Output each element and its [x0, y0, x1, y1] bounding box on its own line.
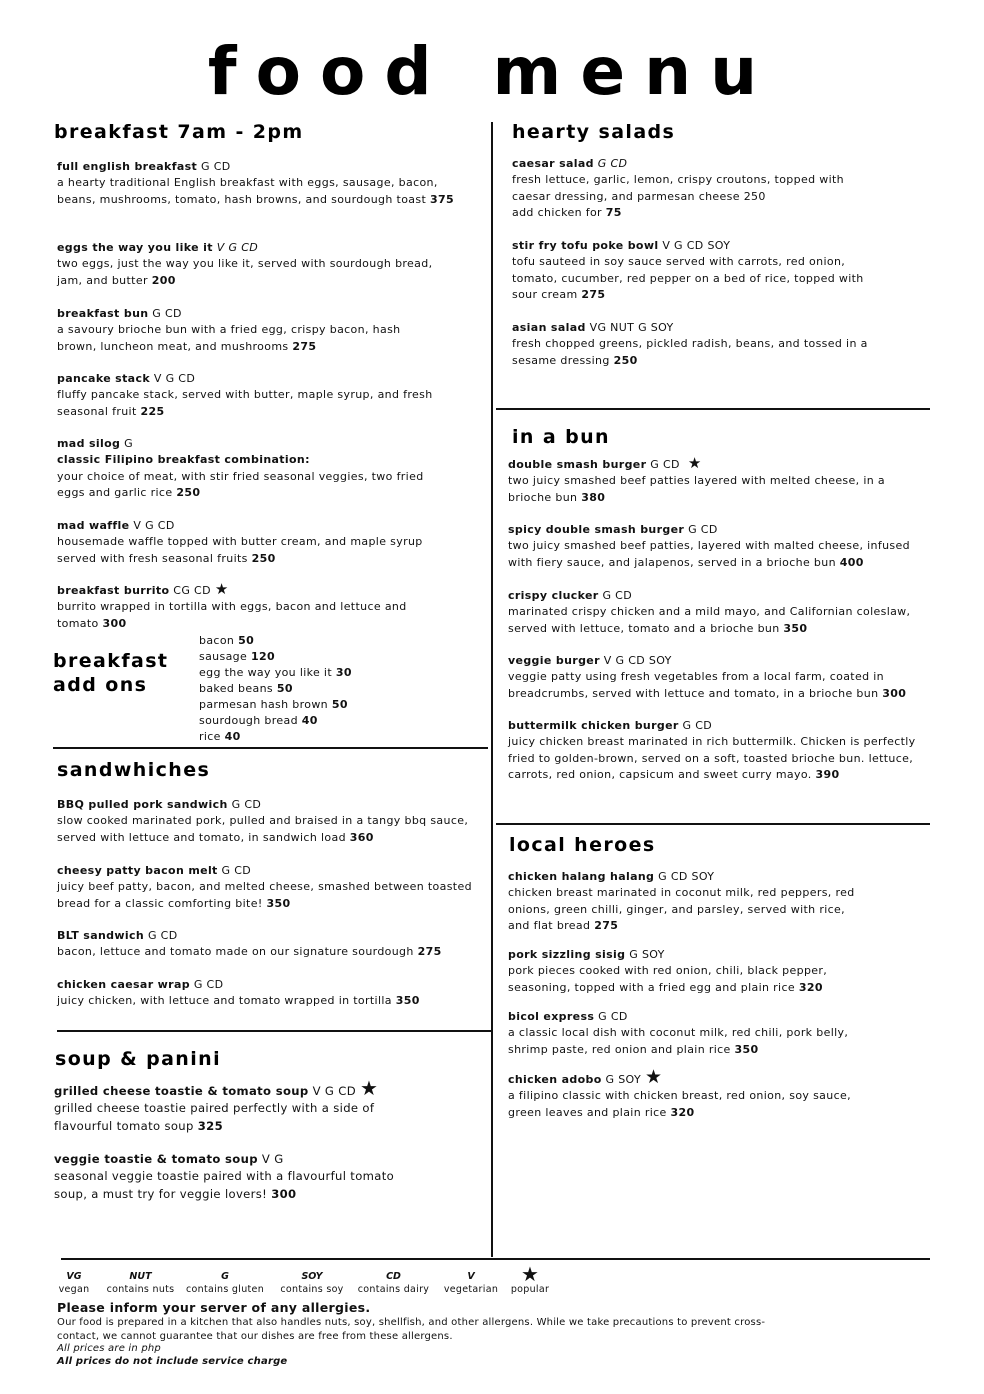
allergy-text: Our food is prepared in a kitchen that also handles nuts, soy, shellfish, and other allergens. While we take precautions to prevent cross-contact, we cannot guarantee that our dishes are free from these allergens. [57, 1317, 766, 1342]
item-price: 275 [594, 919, 619, 933]
item-tags: VG NUT G SOY [589, 321, 674, 334]
item-tags: CG CD [173, 584, 211, 597]
item-desc: slow cooked marinated pork, pulled and braised in a tangy bbq sauce, served with lettuce and tomato, in sandwich load [57, 814, 469, 844]
item-name: mad silog [57, 437, 121, 450]
item-desc: veggie patty using fresh vegetables from a local farm, coated in breadcrumbs, served with lettuce and tomato, in a brioche bun [508, 670, 884, 700]
item-price: 390 [815, 768, 840, 782]
item-tags: V G CD [133, 519, 175, 532]
item-name: crispy clucker [508, 589, 599, 602]
item-name: chicken caesar wrap [57, 978, 190, 991]
item-tags: G SOY [629, 948, 665, 961]
item-desc: seasonal veggie toastie paired with a flavourful tomato soup, a must try for veggie lovers! [54, 1169, 395, 1201]
item-tags: G CD [598, 1010, 628, 1023]
item-desc: fresh chopped greens, pickled radish, beans, and tossed in a sesame dressing [512, 337, 868, 367]
menu-item [57, 977, 487, 1010]
addon-name: parmesan hash brown [199, 698, 328, 711]
item-tags: G SOY [605, 1073, 642, 1086]
menu-item [57, 580, 437, 632]
menu-item [57, 436, 452, 502]
item-name: grilled cheese toastie & tomato soup [54, 1084, 309, 1098]
legend-popular [508, 1262, 552, 1296]
item-price: 320 [798, 980, 823, 994]
item-desc: a filipino classic with chicken breast, red onion, soy sauce, green leaves and plain rice [508, 1089, 851, 1119]
addon-name: egg the way you like it [199, 666, 333, 679]
item-price: 350 [395, 994, 420, 1008]
addon-price: 50 [238, 634, 255, 647]
item-tags: V G CD [153, 372, 196, 385]
addon-name: rice [199, 730, 221, 743]
item-price: 325 [197, 1118, 224, 1133]
popular-star-icon: ★ [360, 1076, 379, 1100]
item-price: 375 [429, 192, 454, 206]
item-desc: burrito wrapped in tortilla with eggs, bacon and lettuce and tomato [57, 600, 407, 630]
legend-code: NUT [129, 1271, 152, 1282]
item-name: pork sizzling sisig [508, 948, 626, 961]
menu-item [508, 947, 838, 996]
item-price: 250 [176, 486, 201, 500]
legend-soy [276, 1270, 348, 1296]
item-desc: pork pieces cooked with red onion, chili, black pepper, seasoning, topped with a fried egg and plain rice [508, 964, 828, 994]
menu-item [54, 1076, 424, 1135]
item-tags: G CD [602, 589, 633, 602]
item-name: asian salad [512, 321, 586, 334]
legend-code: V [467, 1271, 475, 1282]
item-tags: G CD [231, 798, 262, 811]
popular-star-icon: ★ [521, 1262, 539, 1286]
item-name: stir fry tofu poke bowl [512, 239, 659, 252]
legend-label: contains soy [280, 1284, 344, 1295]
menu-item [508, 1066, 853, 1121]
item-desc: two eggs, just the way you like it, served with sourdough bread, jam, and butter [57, 257, 433, 287]
item-name: pancake stack [57, 372, 150, 385]
menu-item [57, 159, 457, 208]
menu-title: food menu [207, 33, 777, 110]
item-desc: a hearty traditional English breakfast with eggs, sausage, bacon, beans, mushrooms, tomato, hash browns, and sourdough toast [57, 176, 438, 206]
item-name: breakfast bun [57, 307, 149, 320]
allergy-title: Please inform your server of any allergies. [57, 1300, 371, 1315]
item-tags: G CD [147, 929, 178, 942]
divider-sandwiches-soup [57, 1030, 491, 1032]
addons-list [199, 633, 352, 745]
item-desc: grilled cheese toastie paired perfectly with a side of flavourful tomato soup [54, 1101, 375, 1133]
menu-item [57, 306, 437, 355]
section-title-breakfast: breakfast 7am - 2pm [54, 121, 304, 143]
item-desc: fluffy pancake stack, served with butter, maple syrup, and fresh seasonal fruit [57, 388, 433, 418]
legend-code: VG [66, 1271, 82, 1282]
item-desc: a savoury brioche bun with a fried egg, crispy bacon, hash brown, luncheon meat, and mushrooms [57, 323, 401, 353]
item-name: veggie burger [508, 654, 600, 667]
addon-item [199, 649, 352, 665]
item-price: 225 [140, 404, 165, 418]
divider-breakfast-sandwiches [53, 747, 488, 749]
item-name: BBQ pulled pork sandwich [57, 798, 228, 811]
item-desc: your choice of meat, with stir fried seasonal veggies, two fried eggs and garlic rice [57, 469, 424, 500]
addon-item [199, 633, 352, 649]
section-title-bun: in a bun [512, 426, 610, 448]
legend-label: vegan [58, 1284, 90, 1295]
addon-name: sausage [199, 650, 248, 663]
legend-code: G [221, 1271, 229, 1282]
item-tags: V G CD SOY [603, 654, 672, 667]
addon-item [199, 665, 352, 681]
addon-price: 30 [335, 666, 352, 679]
section-title-salads: hearty salads [512, 121, 676, 143]
menu-item [508, 718, 938, 784]
item-price: 200 [151, 273, 176, 287]
column-divider [491, 122, 493, 1257]
item-desc: a classic local dish with coconut milk, red chili, pork belly, shrimp paste, red onion and plain rice [508, 1026, 849, 1056]
addon-name: sourdough bread [199, 714, 298, 727]
item-price: 350 [266, 896, 291, 910]
divider-footer [61, 1258, 930, 1260]
item-desc: tofu sauteed in soy sauce served with carrots, red onion, tomato, cucumber, red pepper on a bed of rice, topped with sour cream [512, 255, 864, 302]
item-name: veggie toastie & tomato soup [54, 1152, 258, 1166]
item-tags: G CD [152, 307, 182, 320]
item-name: chicken adobo [508, 1073, 602, 1086]
addon-item [199, 697, 352, 713]
section-title-sandwiches: sandwhiches [57, 759, 211, 781]
item-tags: V G CD SOY [662, 239, 731, 252]
item-desc: chicken breast marinated in coconut milk, red peppers, red onions, green chilli, ginger, and parsley, served with rice, and flat bread [508, 886, 855, 933]
menu-item [512, 156, 872, 222]
item-name: full english breakfast [57, 160, 198, 173]
item-tags: G CD [200, 160, 231, 173]
legend-gluten [186, 1270, 264, 1296]
service-note: All prices do not include service charge [57, 1356, 288, 1367]
item-tags: G CD [650, 458, 680, 471]
addon-name: baked beans [199, 682, 273, 695]
item-desc: marinated crispy chicken and a mild mayo, and Californian coleslaw, served with lettuce, tomato and a brioche bun [508, 605, 911, 635]
addon-item [199, 713, 352, 729]
divider-salads-bun [496, 408, 930, 410]
item-price: 360 [349, 830, 374, 844]
item-price: 250 [251, 551, 276, 565]
addon-price: 120 [250, 650, 275, 663]
menu-item [54, 1151, 424, 1203]
item-price: 350 [734, 1042, 759, 1056]
item-price: 400 [839, 555, 864, 569]
addon-price: 50 [276, 682, 293, 695]
menu-item [508, 454, 908, 506]
item-tags: G CD [193, 978, 224, 991]
legend-label: vegetarian [443, 1284, 499, 1295]
item-tags: G CD [682, 719, 713, 732]
menu-item [512, 320, 892, 369]
item-price: 300 [271, 1186, 297, 1201]
section-title-addons [53, 649, 168, 697]
item-name: BLT sandwich [57, 929, 145, 942]
menu-item [508, 1009, 853, 1058]
item-name: caesar salad [512, 157, 594, 170]
item-price: 300 [102, 616, 127, 630]
addon-price: 40 [224, 730, 241, 743]
item-price: 275 [417, 945, 442, 959]
menu-item [508, 522, 933, 571]
item-tags: V G [261, 1152, 284, 1166]
item-name: eggs the way you like it [57, 241, 213, 254]
legend-label: contains dairy [357, 1284, 430, 1295]
menu-item [512, 238, 887, 304]
item-name: buttermilk chicken burger [508, 719, 679, 732]
item-price: 380 [581, 490, 606, 504]
item-price: 275 [581, 288, 606, 302]
item-price: 320 [670, 1105, 695, 1119]
item-price: 300 [882, 686, 907, 700]
legend-label: contains gluten [186, 1284, 265, 1295]
item-name: breakfast burrito [57, 584, 170, 597]
item-name: double smash burger [508, 458, 647, 471]
item-tags: G CD SOY [658, 870, 715, 883]
legend-code: CD [386, 1271, 401, 1282]
item-desc: housemade waffle topped with butter cream, and maple syrup served with fresh seasonal fruits [57, 535, 423, 565]
item-desc: juicy chicken breast marinated in rich buttermilk. Chicken is perfectly fried to golden-brown, served on a soft, toasted brioche bun. lettuce, carrots, red onion, capsicum and sweet curry mayo. [508, 735, 916, 782]
menu-item [57, 928, 487, 961]
legend-label: contains nuts [106, 1284, 175, 1295]
item-name: bicol express [508, 1010, 595, 1023]
legend-vegan [54, 1270, 94, 1296]
item-tags: G [124, 437, 133, 450]
item-tags: V G CD [312, 1084, 357, 1098]
addon-name: bacon [199, 634, 235, 647]
item-tags: V G CD [216, 241, 259, 254]
item-desc: two juicy smashed beef patties, layered with malted cheese, infused with fiery sauce, and jalapenos, served in a brioche bun [508, 539, 910, 569]
item-desc: two juicy smashed beef patties layered with melted cheese, in a brioche bun [508, 474, 885, 504]
price-note: All prices are in php [57, 1343, 161, 1354]
item-extra: add chicken for [512, 206, 602, 220]
item-desc: fresh lettuce, garlic, lemon, crispy croutons, topped with caesar dressing, and parmesan cheese 250 [512, 173, 844, 203]
item-tags: G CD [688, 523, 718, 536]
menu-item [57, 863, 489, 912]
legend-vegetarian [439, 1270, 503, 1296]
legend-label: popular [510, 1284, 550, 1295]
item-price: 350 [783, 621, 808, 635]
menu-item [508, 869, 868, 935]
legend-code: SOY [301, 1271, 323, 1282]
item-desc: bacon, lettuce and tomato made on our signature sourdough [57, 945, 414, 959]
addon-item [199, 681, 352, 697]
item-name: chicken halang halang [508, 870, 655, 883]
item-price: 250 [613, 353, 638, 367]
menu-item [57, 371, 457, 420]
item-price: 275 [292, 339, 317, 353]
item-price: 75 [605, 206, 622, 220]
item-name: cheesy patty bacon melt [57, 864, 218, 877]
section-title-soup: soup & panini [55, 1048, 221, 1070]
legend-dairy [356, 1270, 431, 1296]
menu-item [508, 588, 933, 637]
item-tags: G CD [597, 157, 628, 170]
addon-price: 50 [331, 698, 348, 711]
menu-item [57, 518, 452, 567]
addon-item [199, 729, 352, 745]
menu-item [508, 653, 933, 702]
addons-heading-line1: breakfast [53, 650, 169, 672]
section-title-heroes: local heroes [509, 834, 656, 856]
popular-star-icon: ★ [214, 580, 229, 598]
item-tags: G CD [221, 864, 252, 877]
item-desc: juicy beef patty, bacon, and melted cheese, smashed between toasted bread for a classic comforting bite! [57, 880, 472, 910]
item-name: spicy double smash burger [508, 523, 685, 536]
addon-price: 40 [301, 714, 318, 727]
addons-heading-line2: add ons [53, 674, 148, 696]
divider-bun-heroes [496, 823, 930, 825]
menu-item [57, 240, 457, 289]
menu-item [57, 797, 487, 846]
legend-nuts [103, 1270, 178, 1296]
item-desc: juicy chicken, with lettuce and tomato wrapped in tortilla [57, 994, 392, 1008]
popular-star-icon: ★ [687, 454, 702, 472]
item-name: mad waffle [57, 519, 130, 532]
popular-star-icon: ★ [645, 1066, 663, 1088]
item-subtitle: classic Filipino breakfast combination: [57, 453, 310, 467]
